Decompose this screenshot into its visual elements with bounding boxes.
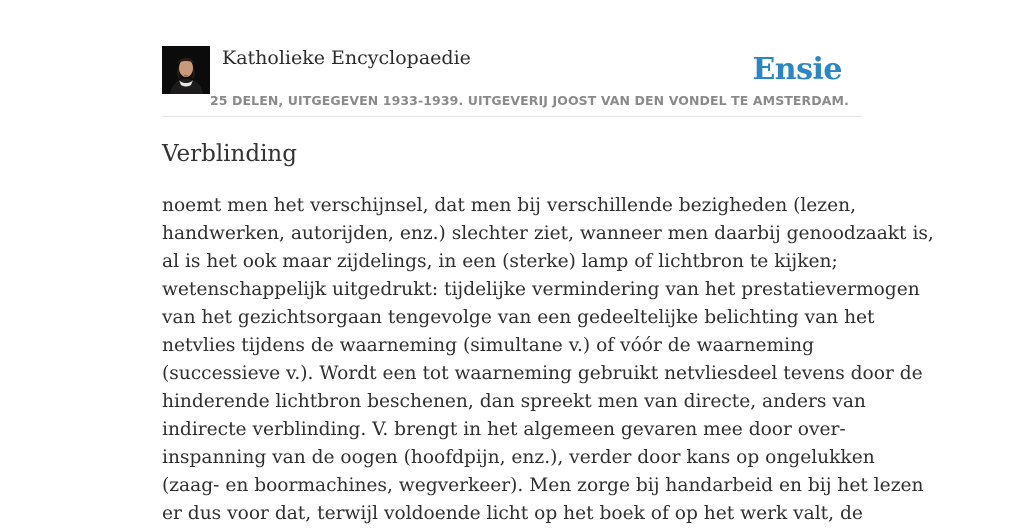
article-line: inspanning van de oogen (hoofdpijn, enz.), verder door kans op ongelukken: [162, 447, 875, 468]
source-subtitle: 25 DELEN, UITGEGEVEN 1933-1939. UITGEVERIJ JOOST VAN DEN VONDEL TE AMSTERDAM.: [210, 93, 849, 108]
source-header: [162, 46, 862, 117]
article-body: [162, 192, 934, 528]
article-line: hinderende lichtbron beschenen, dan spreekt men van directe, anders van: [162, 391, 866, 412]
portrait-avatar-icon[interactable]: [162, 46, 210, 94]
article-headword: Verblinding: [162, 141, 297, 167]
article-line: noemt men het verschijnsel, dat men bij verschillende bezigheden (lezen,: [162, 195, 856, 216]
article-line: indirecte verblinding. V. brengt in het algemeen gevaren mee door over-: [162, 419, 846, 440]
source-title[interactable]: Katholieke Encyclopaedie: [222, 47, 471, 69]
article-line: handwerken, autorijden, enz.) slechter ziet, wanneer men daarbij genoodzaakt is,: [162, 223, 934, 244]
article-line: netvlies tijdens de waarneming (simultane v.) of vóór de waarneming: [162, 335, 814, 356]
article-line: (zaag- en boormachines, wegverkeer). Men zorge bij handarbeid en bij het lezen: [162, 475, 924, 496]
article-line: van het gezichtsorgaan tengevolge van een gedeeltelijke belichting van het: [162, 307, 875, 328]
article-line: (successieve v.). Wordt een tot waarneming gebruikt netvliesdeel tevens door de: [162, 363, 923, 384]
ensie-logo[interactable]: Ensie: [752, 52, 842, 87]
article-line: wetenschappelijk uitgedrukt: tijdelijke vermindering van het prestatievermogen: [162, 279, 920, 300]
article-line: al is het ook maar zijdelings, in een (sterke) lamp of lichtbron te kijken;: [162, 251, 838, 272]
article-line: er dus voor dat, terwijl voldoende licht op het boek of op het werk valt, de: [162, 503, 863, 524]
